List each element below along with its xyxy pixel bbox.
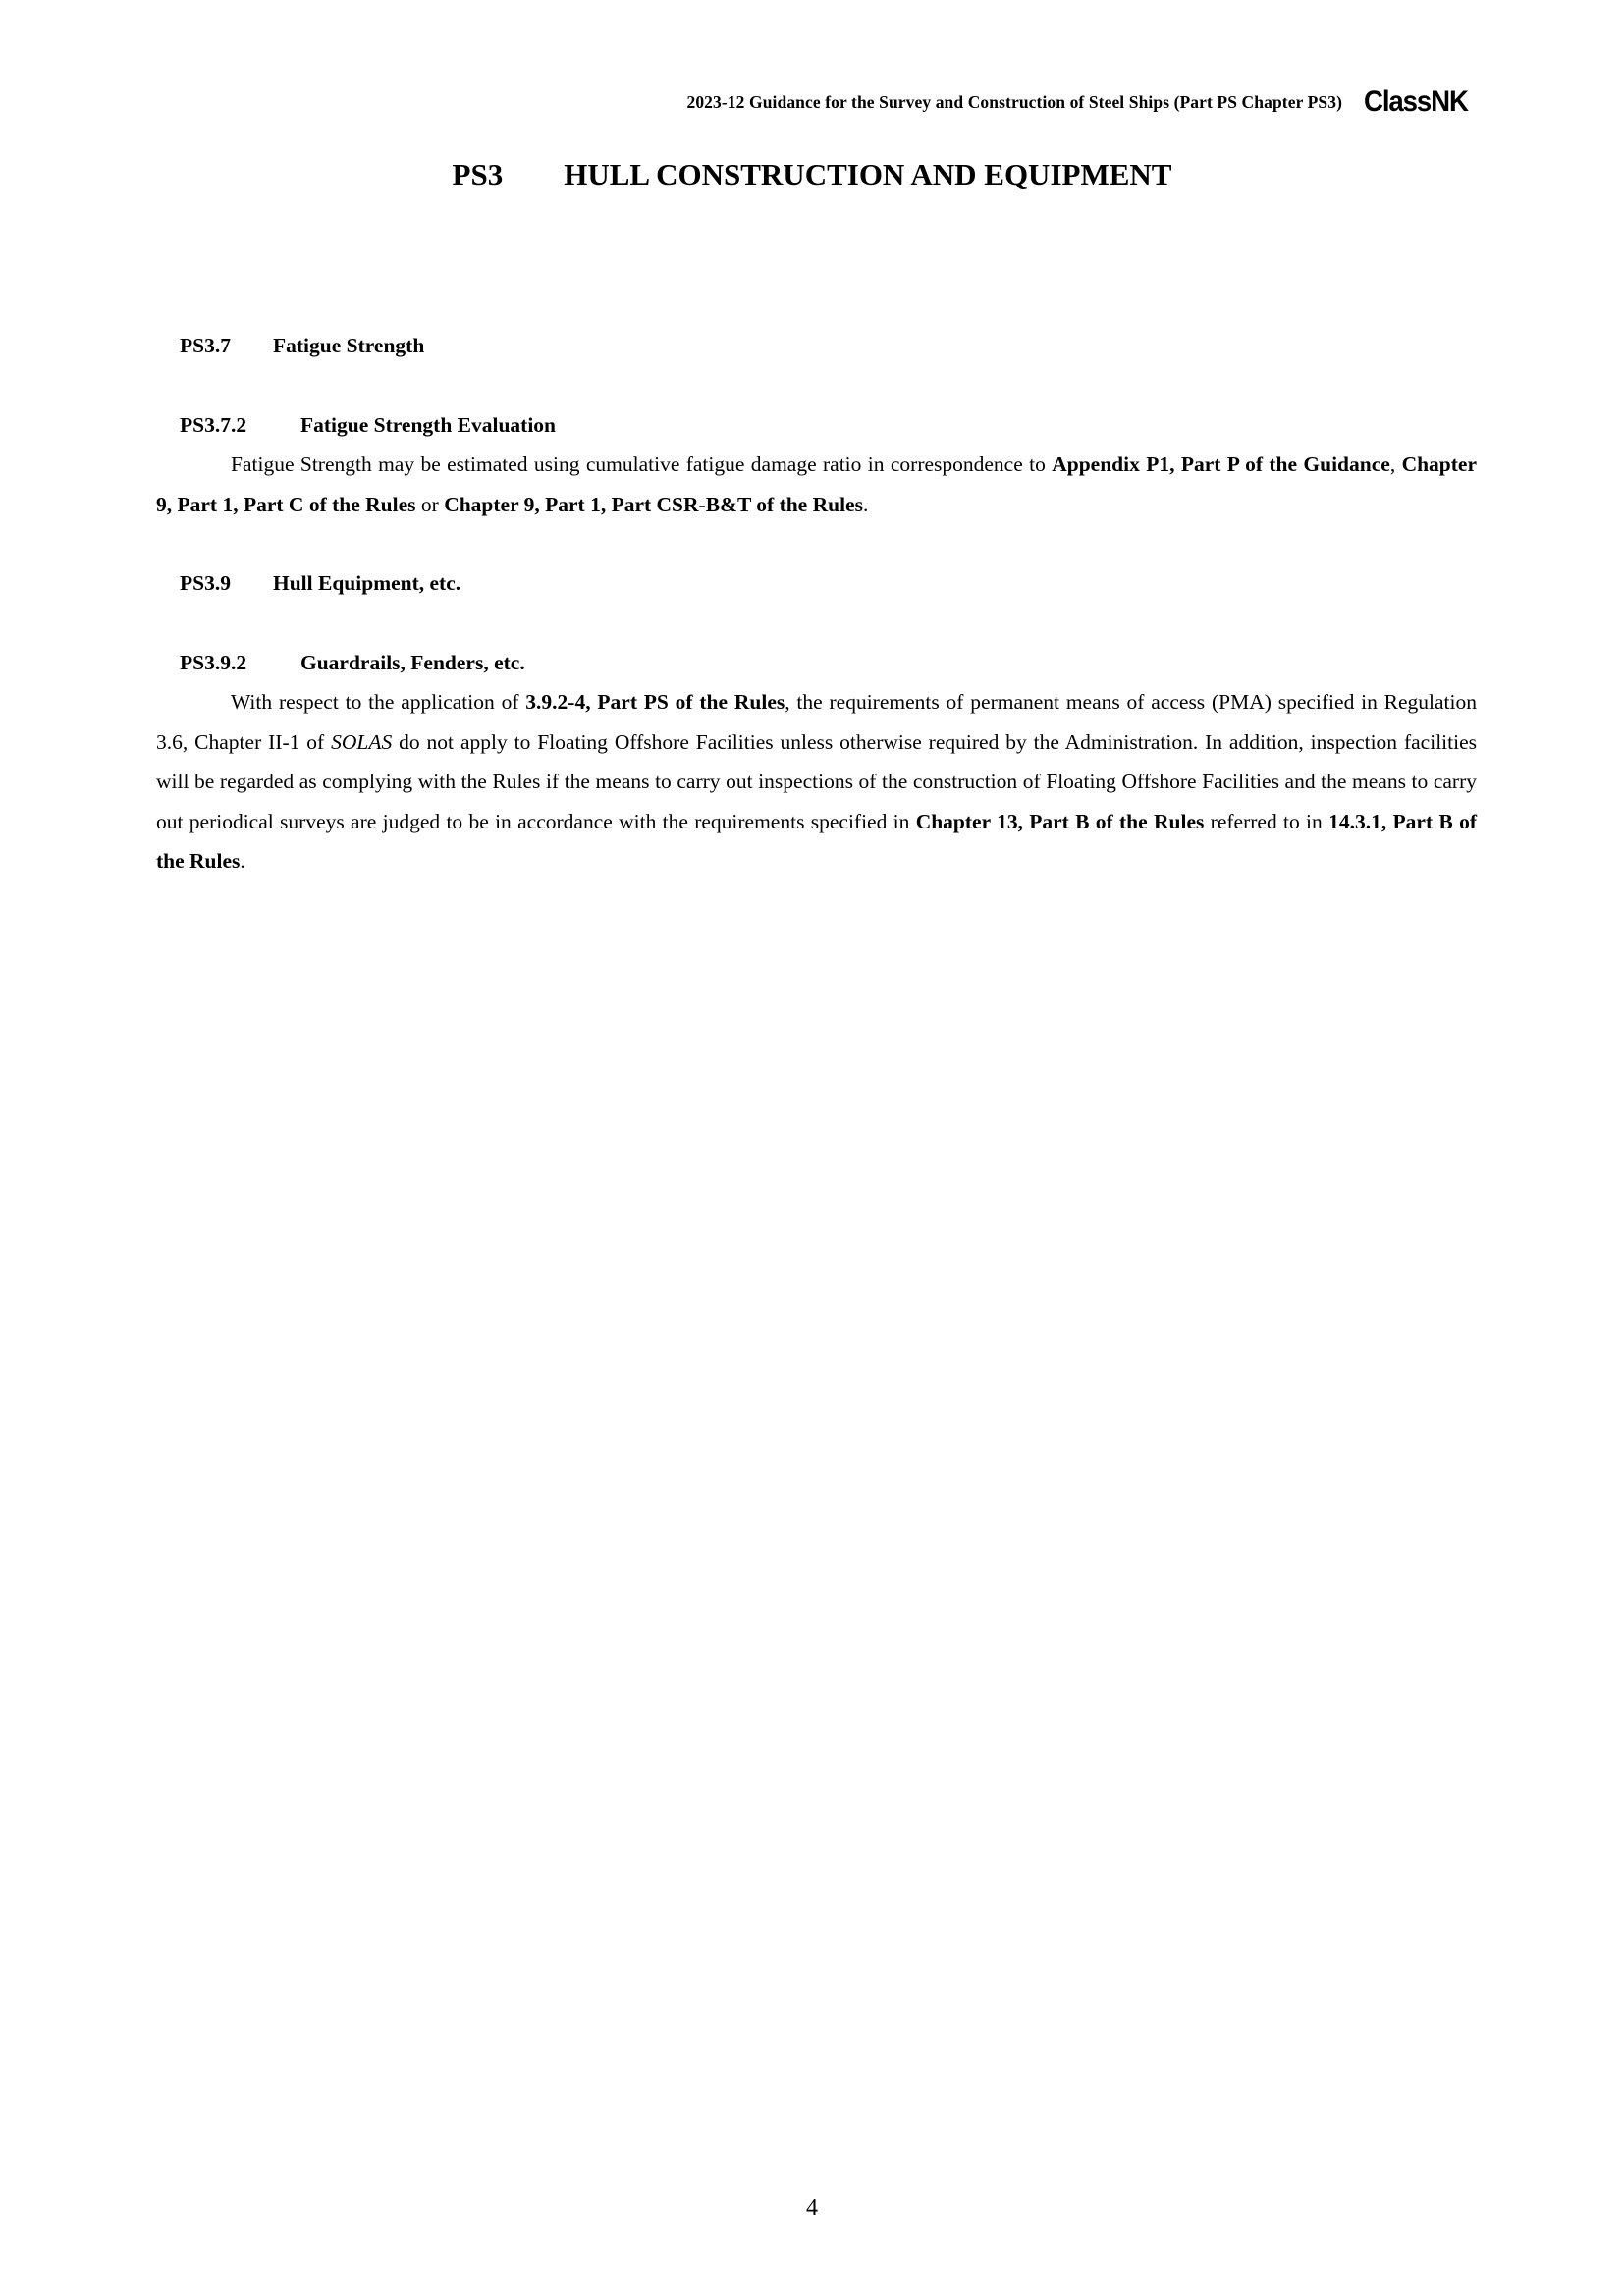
section-heading xyxy=(180,563,1477,604)
subsection-number: PS3.9.2 xyxy=(180,650,247,674)
rule-reference: Chapter 9, Part 1, Part C of the Rules xyxy=(156,453,1477,516)
text-run: Fatigue Strength may be estimated using cumulative fatigue damage ratio in correspondence to xyxy=(231,453,1053,476)
section-number: PS3.7 xyxy=(180,334,231,357)
page-header xyxy=(686,84,1477,120)
convention-name: SOLAS xyxy=(331,729,393,754)
text-run: , the requirements of permanent means of access (PMA) specified in Regulation 3.6, Chapter II-1 of xyxy=(156,690,1477,754)
subsection-title: Guardrails, Fenders, etc. xyxy=(300,650,525,674)
rule-reference: 3.9.2-4, Part PS of the Rules xyxy=(525,690,785,714)
text-run: , xyxy=(1389,453,1402,476)
chapter-title-text: HULL CONSTRUCTION AND EQUIPMENT xyxy=(564,157,1172,191)
text-run: With respect to the application of xyxy=(231,690,526,714)
document-body xyxy=(156,326,1477,881)
rule-reference: Appendix P1, Part P of the Guidance xyxy=(1052,453,1390,476)
section-title: Hull Equipment, etc. xyxy=(273,571,461,595)
classnk-logo: ClassNK xyxy=(1364,85,1468,118)
subsection-heading xyxy=(180,405,1477,446)
text-run: . xyxy=(240,849,245,873)
subsection-number: PS3.7.2 xyxy=(180,412,247,437)
subsection-title: Fatigue Strength Evaluation xyxy=(300,412,557,437)
text-run: referred to in xyxy=(1204,809,1329,833)
section-title: Fatigue Strength xyxy=(273,334,425,357)
section-number: PS3.9 xyxy=(180,571,231,595)
chapter-number: PS3 xyxy=(452,157,504,191)
section-heading xyxy=(180,326,1477,366)
text-run: . xyxy=(862,492,869,516)
text-run: do not apply to Floating Offshore Facilities unless otherwise required by the Administration. In addition, inspection facilities will be regarded as complying with the Rules if the means to carry out inspections of the construction of Floating Offshore Facilities and the means to carry out periodical surveys are judged to be in accordance with the requirements specified in xyxy=(156,729,1477,833)
subsection-heading xyxy=(180,643,1477,683)
chapter-title xyxy=(0,157,1624,192)
paragraph xyxy=(156,682,1477,881)
rule-reference: 14.3.1, Part B of the Rules xyxy=(156,809,1477,873)
rule-reference: Chapter 9, Part 1, Part CSR-B&T of the Rules xyxy=(444,492,863,516)
page-number: 4 xyxy=(806,2195,818,2220)
text-run: or xyxy=(415,492,445,516)
paragraph xyxy=(156,445,1477,524)
rule-reference: Chapter 13, Part B of the Rules xyxy=(915,809,1205,833)
header-title: 2023-12 Guidance for the Survey and Construction of Steel Ships (Part PS Chapter PS3) xyxy=(686,91,1343,112)
